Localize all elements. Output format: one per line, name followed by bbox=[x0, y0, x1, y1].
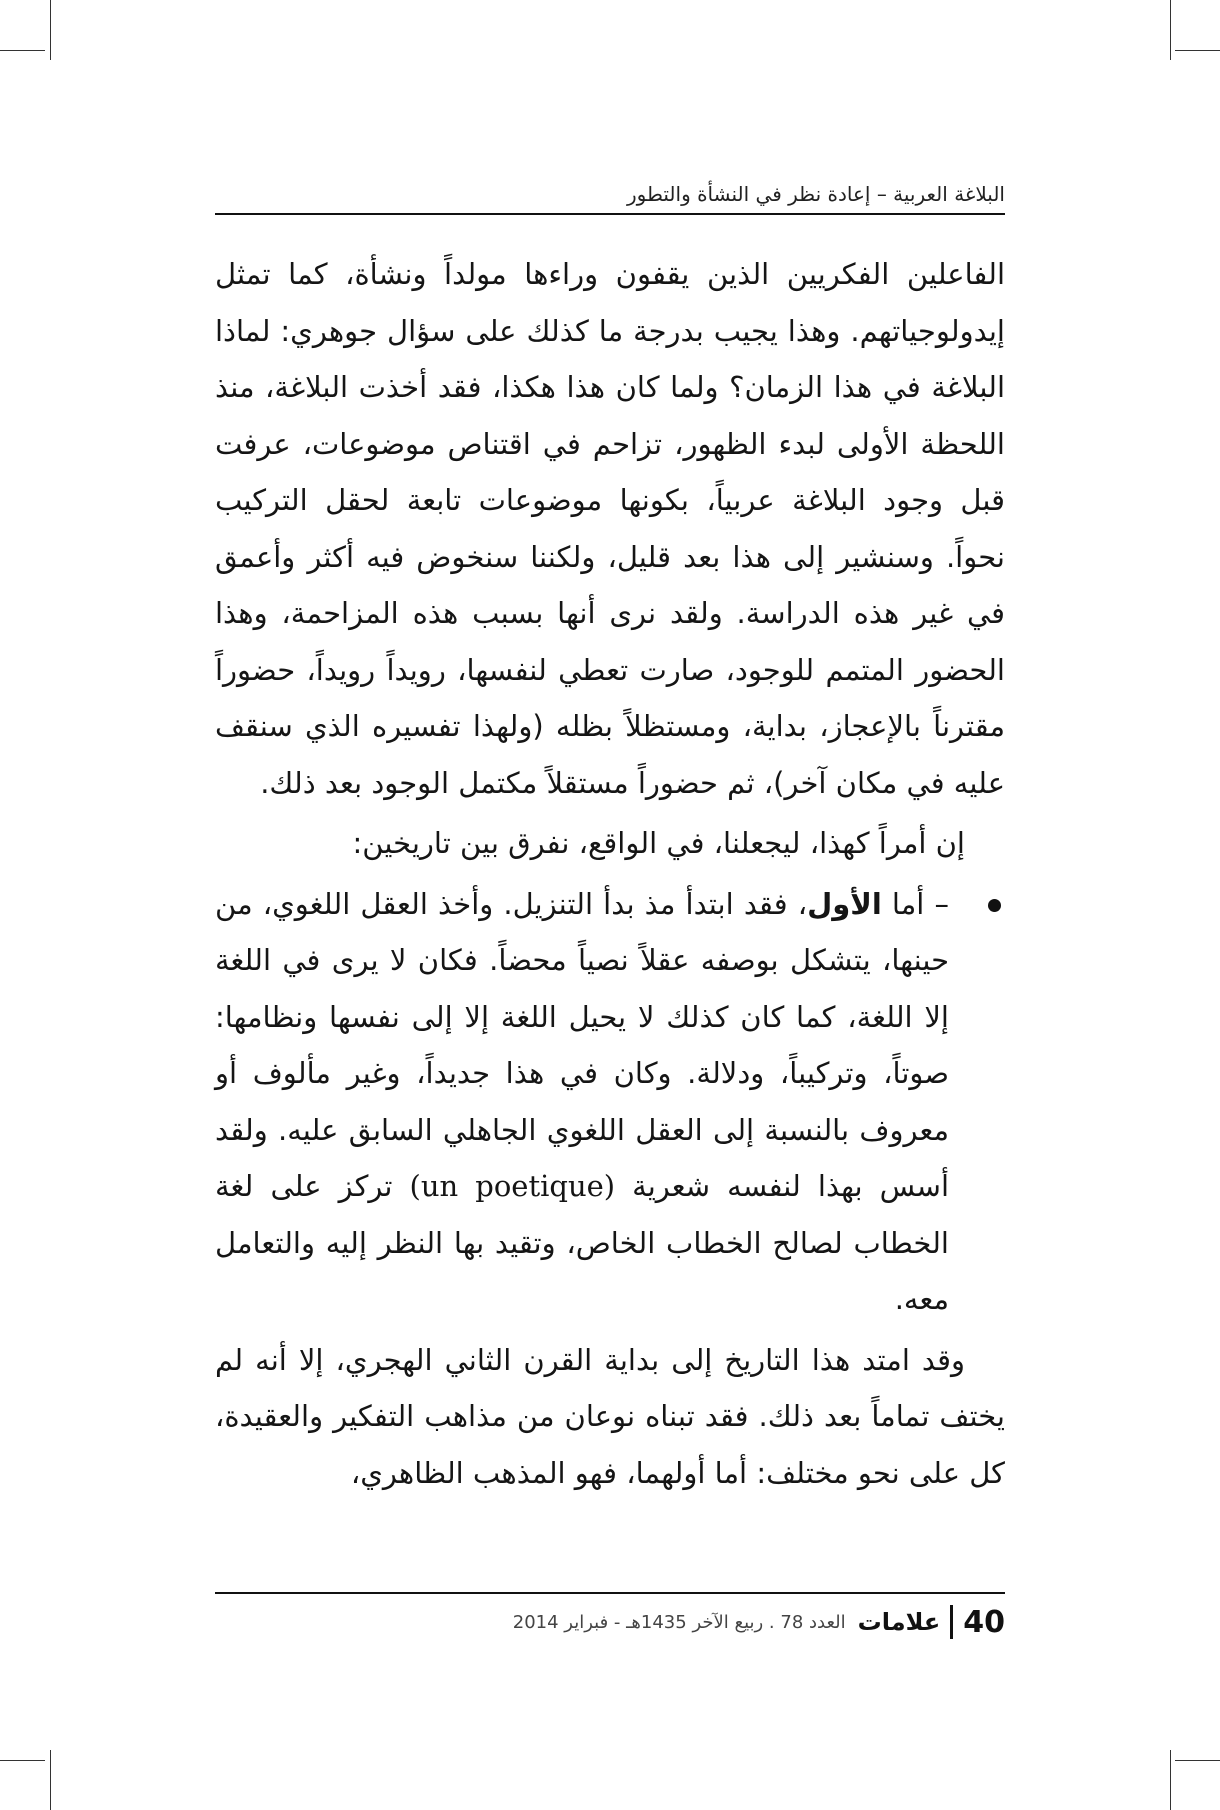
bullet-item bbox=[215, 876, 1005, 1328]
issue-info: العدد 78 . ربيع الآخر 1435هـ - فبراير 2014 bbox=[512, 1611, 846, 1633]
page-footer bbox=[215, 1598, 1005, 1646]
running-header: البلاغة العربية – إعادة نظر في النشأة والتطور bbox=[626, 182, 1005, 206]
bullet-lead: – أما bbox=[881, 886, 949, 921]
paragraph: إن أمراً كهذا، ليجعلنا، في الواقع، نفرق بين تاريخين: bbox=[352, 826, 965, 860]
journal-logo: علامات bbox=[857, 1608, 941, 1636]
crop-mark bbox=[50, 0, 51, 60]
footer-divider bbox=[215, 1592, 1005, 1594]
bullet-text: ، فقد ابتدأ مذ بدأ التنزيل. وأخذ العقل اللغوي، من حينها، يتشكل بوصفه عقلاً نصياً محضاً. فكان لا يرى في اللغة إلا اللغة، كما كان كذلك لا يحيل اللغة إلا إلى نفسها ونظامها: صوتاً، وتركيباً، ودلالة. وكان في هذا جديداً، وغير مألوف أو معروف بالنسبة إلى العقل اللغوي الجاهلي السابق عليه. ولقد أسس بهذا لنفسه شعرية bbox=[215, 886, 950, 1203]
crop-mark bbox=[0, 50, 45, 51]
crop-mark bbox=[1175, 1760, 1220, 1761]
crop-mark bbox=[1175, 50, 1220, 51]
bullet-bold-term: الأول bbox=[807, 886, 882, 921]
header-divider bbox=[215, 213, 1005, 215]
bullet-icon bbox=[988, 899, 1001, 912]
paragraph: وقد امتد هذا التاريخ إلى بداية القرن الثاني الهجري، إلا أنه لم يختف تماماً بعد ذلك. فقد تبناه نوعان من مذاهب التفكير والعقيدة، كل على نحو مختلف: أما أولهما، فهو المذهب الظاهري، bbox=[215, 1342, 1005, 1490]
bullet-text: تركز على لغة الخطاب لصالح الخطاب الخاص، وتقيد بها النظر إليه والتعامل معه. bbox=[215, 1169, 949, 1316]
crop-mark bbox=[1170, 0, 1171, 60]
crop-mark bbox=[1170, 1750, 1171, 1810]
page-number: 40 bbox=[963, 1604, 1005, 1640]
latin-term: (un poetique) bbox=[409, 1169, 616, 1203]
body-text bbox=[215, 246, 1005, 1501]
crop-mark bbox=[50, 1750, 51, 1810]
crop-mark bbox=[0, 1760, 45, 1761]
footer-separator bbox=[950, 1605, 953, 1639]
paragraph: الفاعلين الفكريين الذين يقفون وراءها مولداً ونشأة، كما تمثل إيدولوجياتهم. وهذا يجيب بدرجة ما كذلك على سؤال جوهري: لماذا البلاغة في هذا الزمان؟ ولما كان هذا هكذا، فقد أخذت البلاغة، منذ اللحظة الأولى لبدء الظهور، تزاحم في اقتناص موضوعات، عرفت قبل وجود البلاغة عربياً، بكونها موضوعات تابعة لحقل التركيب نحواً. وسنشير إلى هذا بعد قليل، ولكننا سنخوض فيه أكثر وأعمق في غير هذه الدراسة. ولقد نرى أنها بسبب هذه المزاحمة، وهذا الحضور المتمم للوجود، صارت تعطي لنفسها، رويداً رويداً، حضوراً مقترناً بالإعجاز، بداية، ومستظلاً بظله (ولهذا تفسيره الذي سنقف عليه في مكان آخر)، ثم حضوراً مستقلاً مكتمل الوجود بعد ذلك. bbox=[215, 257, 1005, 800]
